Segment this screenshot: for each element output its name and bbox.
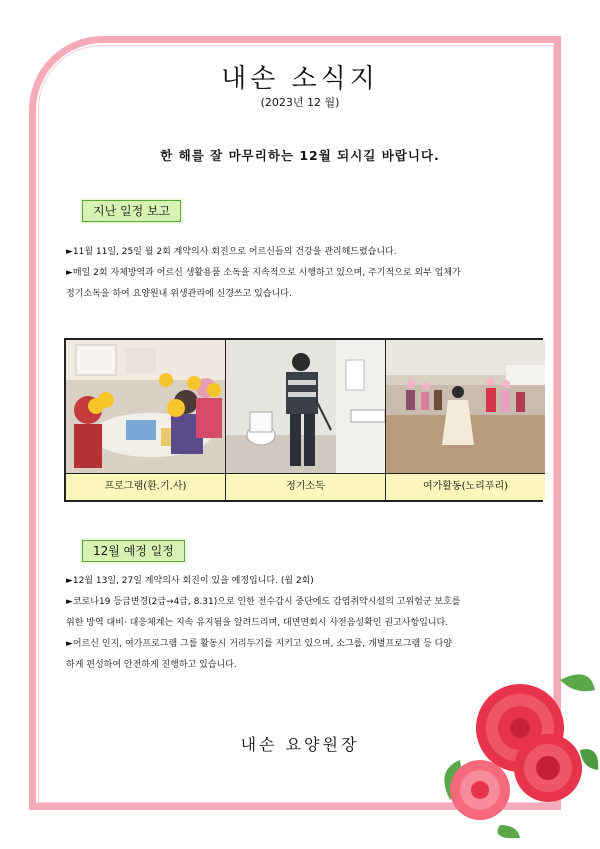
photo-table xyxy=(64,338,543,502)
leisure-caption: 여가활동(노리푸리) xyxy=(386,474,545,500)
text-line: ►어르신 인지, 여가프로그램 그룹 활동시 거리두기를 지키고 있으며, 소그룹, 개별프로그램 등 다양 xyxy=(66,639,453,649)
photo-cell-leisure xyxy=(386,340,545,500)
past-schedule-text xyxy=(66,242,546,305)
photo-cell-program xyxy=(66,340,226,500)
text-line: ►12월 13일, 27일 계약의사 회진이 있을 예정입니다. (월 2회) xyxy=(66,576,314,586)
text-line: 정기소독을 하여 요양원내 위생관리에 신경쓰고 있습니다. xyxy=(66,289,292,299)
text-line: 위한 방역 대비· 대응체계는 지속 유지됨을 알려드리며, 대면면회시 사전음성확인 권고사항입니다. xyxy=(66,618,449,628)
upcoming-schedule-label: 12월 예정 일정 xyxy=(82,540,185,562)
program-photo xyxy=(66,340,225,474)
photo-cell-disinfection xyxy=(226,340,386,500)
signature: 내손 요양원장 xyxy=(240,735,360,754)
program-caption: 프로그램(환.기.사) xyxy=(66,474,225,500)
text-line: ►코로나19 등급변경(2급→4급, 8.31)으로 인한 전수감시 중단에도 감염취약시설의 고위험군 보호를 xyxy=(66,597,461,607)
greeting-text: 한 해를 잘 마무리하는 12월 되시길 바랍니다. xyxy=(160,148,440,163)
carnation-decoration xyxy=(430,650,600,840)
newsletter-title: 내손 소식지 xyxy=(221,64,379,94)
text-line: ►매일 2회 자체방역과 어르신 생활용품 소독을 지속적으로 시행하고 있으며, 주기적으로 외부 업체가 xyxy=(66,268,461,278)
past-schedule-label: 지난 일정 보고 xyxy=(82,200,181,222)
leisure-photo xyxy=(386,340,545,474)
disinfection-photo xyxy=(226,340,385,474)
text-line: 하게 편성하여 안전하게 진행하고 있습니다. xyxy=(66,660,237,670)
disinfection-caption: 정기소독 xyxy=(226,474,385,500)
text-line: ►11월 11일, 25일 월 2회 계약의사 회진으로 어르신들의 건강을 관리해드렸습니다. xyxy=(66,247,397,257)
newsletter-date: (2023년 12 월) xyxy=(260,96,340,109)
